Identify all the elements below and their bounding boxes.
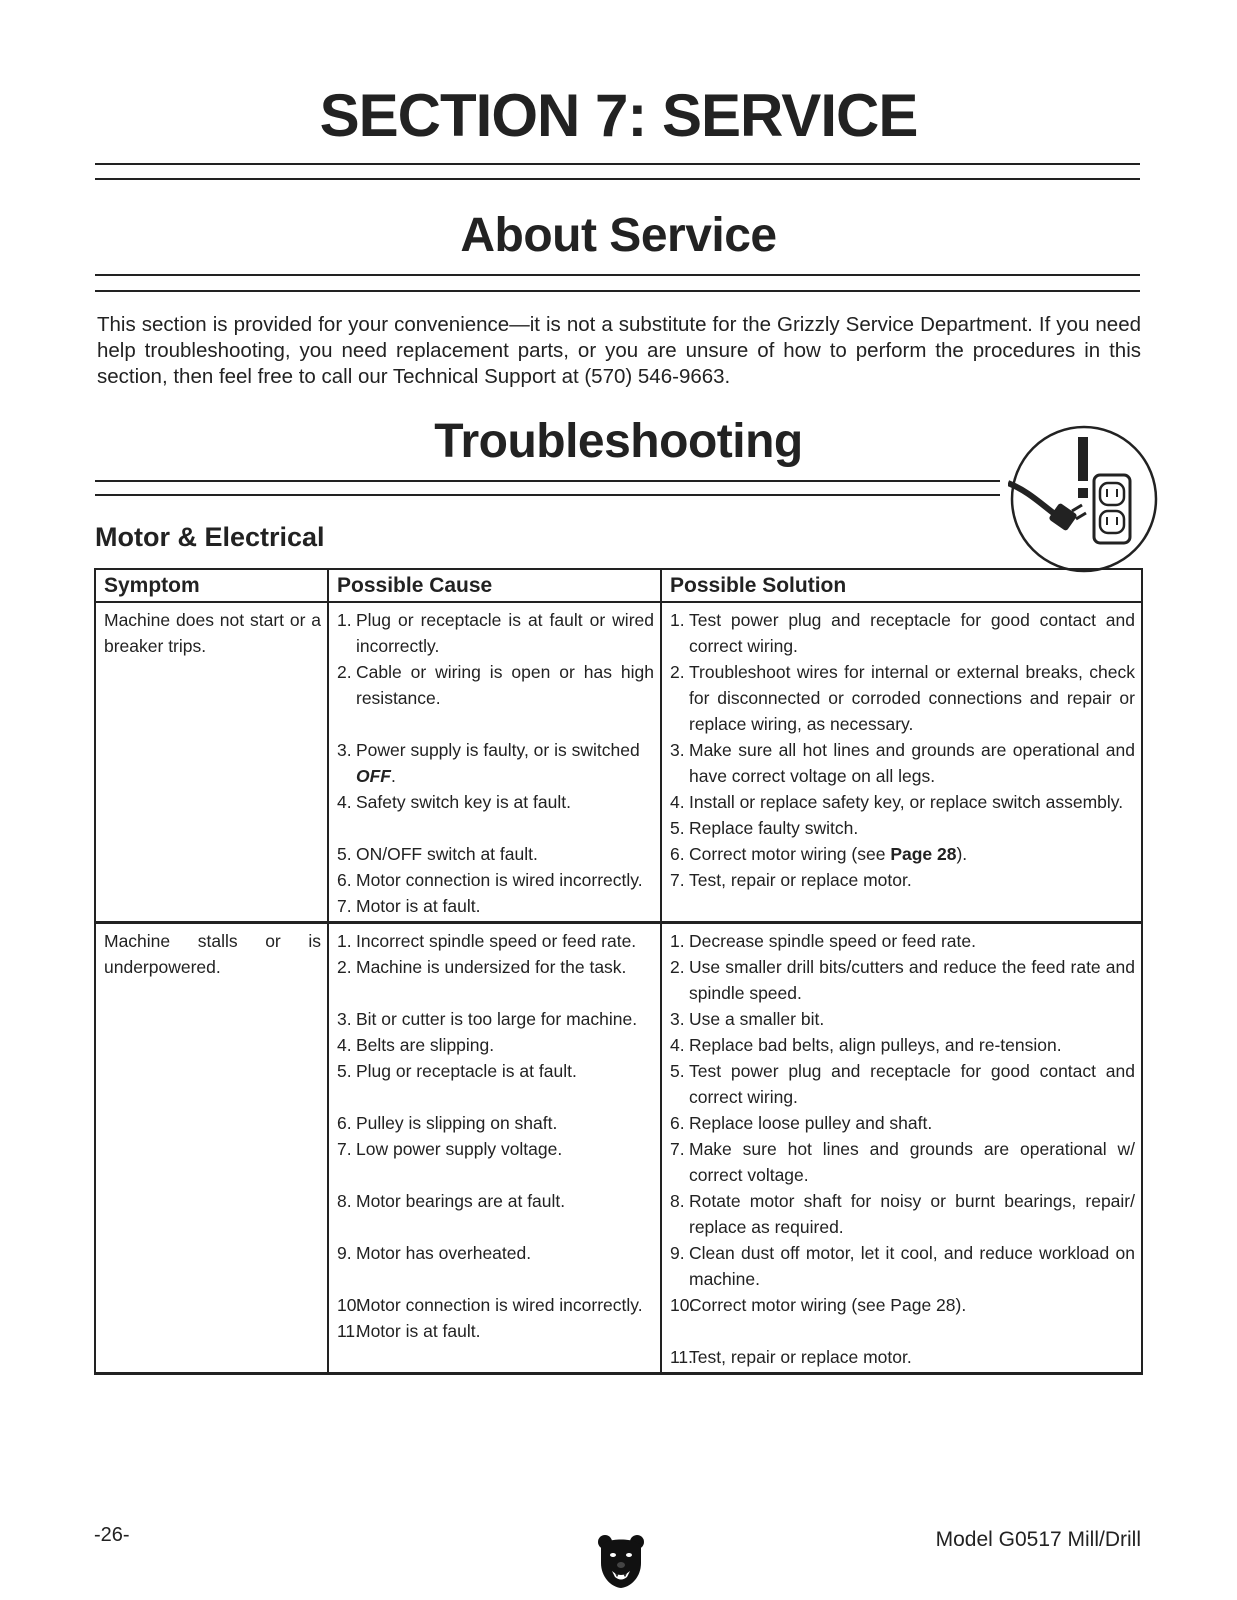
divider bbox=[95, 494, 1000, 496]
divider bbox=[95, 163, 1140, 165]
symptom-cell: Machine does not start or a breaker trips. bbox=[95, 602, 328, 923]
list-item: Power supply is faulty, or is switched OFF. bbox=[356, 740, 640, 786]
list-item: Belts are slipping. bbox=[356, 1035, 495, 1055]
cause-cell: 1. Incorrect spindle speed or feed rate. 2. Machine is undersized for the task. 3. Bit or cutter is too large for machine. 4. Belts are slipping. 5. Plug or receptacle is at fault. 6. Pulley is slipping on shaft. 7. Low power supply voltage. 8. Motor bearings are at fault. 9. Motor has overheated. 10. Motor connection is wired incorrectly. 11. Motor is at fault. bbox=[328, 923, 661, 1374]
list-item: Cable or wiring is open or has high resistance. bbox=[356, 662, 654, 708]
page-number: -26- bbox=[94, 1524, 130, 1546]
unplug-warning-icon bbox=[1008, 423, 1160, 575]
list-item: Bit or cutter is too large for machine. bbox=[356, 1009, 638, 1029]
list-item: Use a smaller bit. bbox=[689, 1009, 825, 1029]
divider bbox=[95, 290, 1140, 292]
grizzly-bear-logo-icon bbox=[597, 1533, 645, 1589]
list-item: Use smaller drill bits/cutters and reduce the feed rate and spindle speed. bbox=[689, 957, 1135, 1003]
column-header-symptom: Symptom bbox=[95, 569, 328, 602]
troubleshooting-table bbox=[94, 568, 1143, 1375]
list-item: Low power supply voltage. bbox=[356, 1139, 563, 1159]
list-item: Test power plug and receptacle for good contact and correct wiring. bbox=[689, 610, 1135, 656]
list-item: Correct motor wiring (see Page 28). bbox=[689, 1295, 967, 1315]
list-item: Incorrect spindle speed or feed rate. bbox=[356, 931, 637, 951]
table-header-row bbox=[95, 569, 1142, 602]
list-item: Make sure all hot lines and grounds are operational and have correct voltage on all legs. bbox=[689, 740, 1135, 786]
list-item: Replace faulty switch. bbox=[689, 818, 859, 838]
section-title: SECTION 7: SERVICE bbox=[319, 82, 918, 149]
list-item: Plug or receptacle is at fault. bbox=[356, 1061, 577, 1081]
list-item: Safety switch key is at fault. bbox=[356, 792, 571, 812]
divider bbox=[95, 274, 1140, 276]
motor-electrical-subheading: Motor & Electrical bbox=[95, 522, 325, 552]
solution-cell: 1. Decrease spindle speed or feed rate. 2. Use smaller drill bits/cutters and reduce the feed rate and spindle speed. 3. Use a smaller bit. 4. Replace bad belts, align pulleys, and re-tension. 5. Test power plug and receptacle for good contact and correct wiring. 6. Replace loose pulley and shaft. 7. Make sure hot lines and grounds are operational w/ correct voltage. 8. Rotate motor shaft for noisy or burnt bearings, repair/ replace as required. 9. Clean dust off motor, let it cool, and reduce workload on machine. 10. Correct motor wiring (see Page 28). 11. Test, repair or replace motor. bbox=[661, 923, 1142, 1374]
divider bbox=[95, 178, 1140, 180]
list-item: Pulley is slipping on shaft. bbox=[356, 1113, 558, 1133]
troubleshooting-heading: Troubleshooting bbox=[434, 415, 803, 468]
about-service-paragraph: This section is provided for your convenience—it is not a substitute for the Grizzly Service Department. If you need help troubleshooting, you need replacement parts, or you are unsure of how to perform the procedures in this section, then feel free to call our Technical Support at (570) 546-9663. bbox=[97, 313, 1141, 388]
list-item: Motor is at fault. bbox=[356, 896, 481, 916]
list-item: Correct motor wiring (see Page 28). bbox=[689, 844, 968, 864]
list-item: Motor bearings are at fault. bbox=[356, 1191, 566, 1211]
list-item: Test power plug and receptacle for good contact and correct wiring. bbox=[689, 1061, 1135, 1107]
list-item: Troubleshoot wires for internal or external breaks, check for disconnected or corroded connections and repair or replace wiring, as necessary. bbox=[689, 662, 1135, 734]
list-item: Motor connection is wired incorrectly. bbox=[356, 1295, 643, 1315]
list-item: Decrease spindle speed or feed rate. bbox=[689, 931, 976, 951]
list-item: ON/OFF switch at fault. bbox=[356, 844, 538, 864]
list-item: Plug or receptacle is at fault or wired incorrectly. bbox=[356, 610, 654, 656]
list-item: Machine is undersized for the task. bbox=[356, 957, 627, 977]
list-item: Clean dust off motor, let it cool, and reduce workload on machine. bbox=[689, 1243, 1135, 1289]
list-item: Rotate motor shaft for noisy or burnt bearings, repair/ replace as required. bbox=[689, 1191, 1135, 1237]
solution-cell: 1. Test power plug and receptacle for good contact and correct wiring. 2. Troubleshoot wires for internal or external breaks, check for disconnected or corroded connections and repair or replace wiring, as necessary. 3. Make sure all hot lines and grounds are operational and have correct voltage on all legs. 4. Install or replace safety key, or replace switch assembly. 5. Replace faulty switch. 6. Correct motor wiring (see Page 28). 7. Test, repair or replace motor. bbox=[661, 602, 1142, 923]
list-item: Motor connection is wired incorrectly. bbox=[356, 870, 643, 890]
model-label: Model G0517 Mill/Drill bbox=[935, 1528, 1141, 1551]
list-item: Test, repair or replace motor. bbox=[689, 1347, 912, 1367]
divider bbox=[95, 480, 1000, 482]
list-item: Replace loose pulley and shaft. bbox=[689, 1113, 933, 1133]
list-item: Motor is at fault. bbox=[356, 1321, 481, 1341]
cause-cell: 1. Plug or receptacle is at fault or wired incorrectly. 2. Cable or wiring is open or has high resistance. 3. Power supply is faulty, or is switched OFF. 4. Safety switch key is at fault. 5. ON/OFF switch at fault. 6. Motor connection is wired incorrectly. 7. Motor is at fault. bbox=[328, 602, 661, 923]
list-item: Replace bad belts, align pulleys, and re-tension. bbox=[689, 1035, 1062, 1055]
column-header-cause: Possible Cause bbox=[328, 569, 661, 602]
list-item: Install or replace safety key, or replace switch assembly. bbox=[689, 792, 1124, 812]
list-item: Motor has overheated. bbox=[356, 1243, 532, 1263]
table-row bbox=[95, 923, 1142, 1374]
column-header-solution: Possible Solution bbox=[661, 569, 1142, 602]
symptom-cell: Machine stalls or is underpowered. bbox=[95, 923, 328, 1374]
list-item: Test, repair or replace motor. bbox=[689, 870, 912, 890]
about-service-heading: About Service bbox=[460, 209, 777, 262]
table-row bbox=[95, 602, 1142, 923]
list-item: Make sure hot lines and grounds are operational w/ correct voltage. bbox=[689, 1139, 1135, 1185]
